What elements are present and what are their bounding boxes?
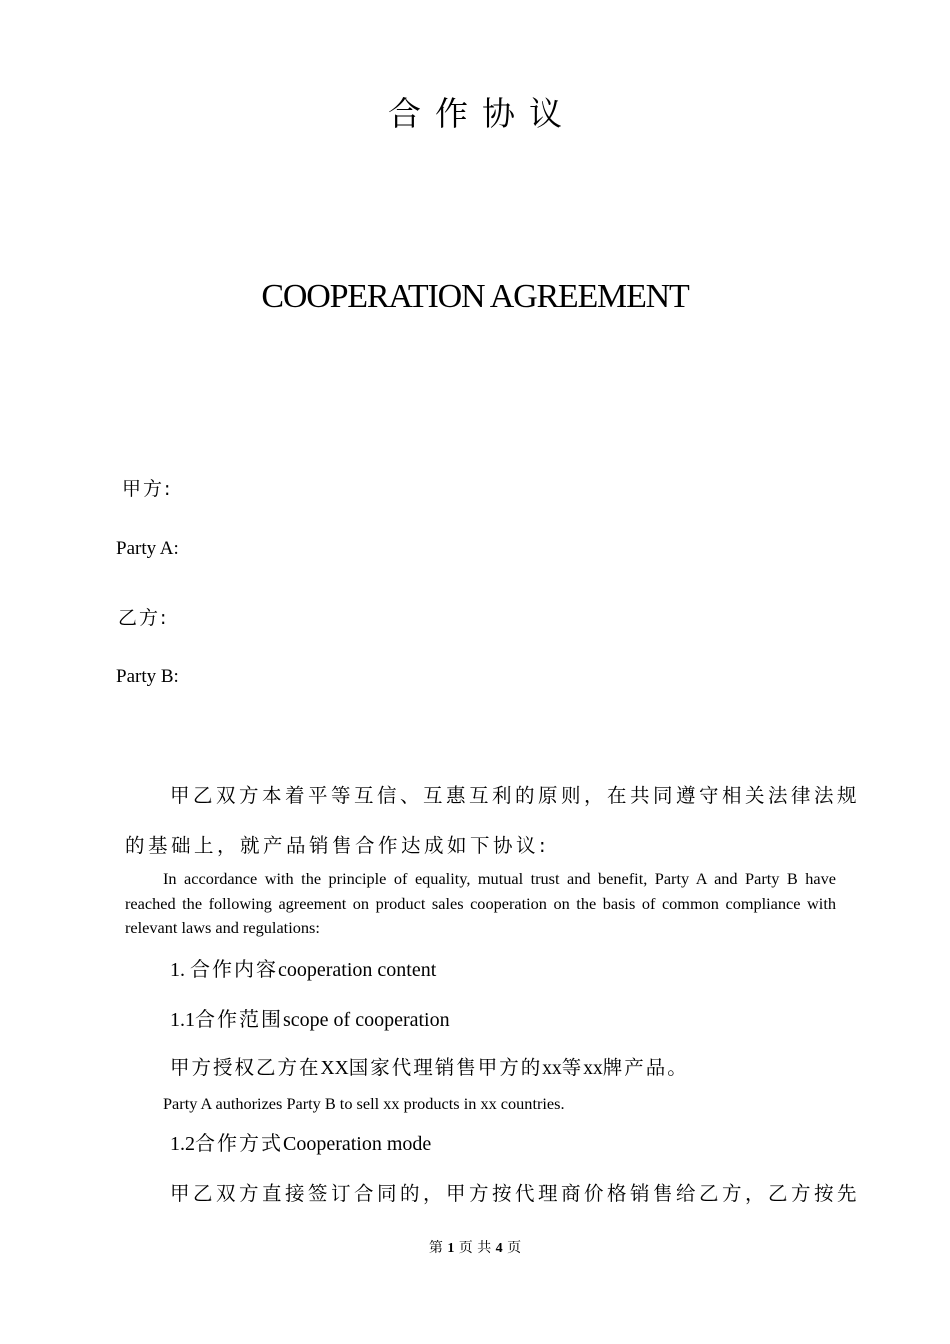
document-title-english: COOPERATION AGREEMENT [261,278,689,315]
page-footer [0,1237,950,1257]
body-text-segment: 牌产品。 [602,1056,689,1079]
footer-prefix: 第 [428,1240,443,1256]
preamble-english: In accordance with the principle of equality, mutual trust and benefit, Party A and Party B have reached the following agreement on product sales cooperation on the basis of common compliance with relevant laws and regulations: [125,869,836,937]
section-1-2-number: 1.2 [170,1133,195,1155]
section-1-1-body-english: Party A authorizes Party B to sell xx products in xx countries. [163,1094,565,1113]
section-1-title-chinese: 合作内容 [190,957,278,981]
body-text-segment: 甲方授权乙方在 [170,1056,321,1079]
footer-suffix: 页 [507,1240,522,1256]
body-text-segment: 等 [561,1056,584,1079]
section-1-1-number: 1.1 [170,1009,195,1031]
footer-middle: 页 共 [458,1240,492,1256]
section-1-title-english: cooperation content [278,959,437,981]
party-b-label-english: Party B: [116,666,179,687]
section-1-1-title-english: scope of cooperation [283,1009,450,1031]
footer-page-number: 1 [447,1241,455,1256]
section-1-2-body-chinese: 甲乙双方直接签订合同的，甲方按代理商价格销售给乙方，乙方按先 [170,1182,861,1205]
section-1-heading [170,953,436,982]
document-title-chinese: 合作协议 [388,94,576,133]
party-b-label-chinese: 乙方: [118,607,169,629]
section-1-1-body-chinese [170,1052,689,1080]
section-1-1-title-chinese: 合作范围 [195,1007,283,1031]
section-1-2-title-english: Cooperation mode [283,1133,432,1155]
footer-total-pages: 4 [495,1241,503,1256]
body-placeholder-country: XX [320,1058,349,1079]
body-placeholder-product: xx [542,1058,562,1079]
section-1-2-heading [170,1127,431,1156]
party-a-label-english: Party A: [116,538,179,559]
section-1-1-heading [170,1003,450,1032]
party-a-label-chinese: 甲方: [122,478,173,500]
preamble-chinese-line-2: 的基础上，就产品销售合作达成如下协议: [125,834,550,857]
preamble-chinese-line-1: 甲乙双方本着平等互信、互惠互利的原则，在共同遵守相关法律法规 [170,784,861,807]
section-1-2-title-chinese: 合作方式 [195,1131,283,1155]
body-placeholder-brand: xx [583,1058,603,1079]
body-text-segment: 国家代理销售甲方的 [348,1056,543,1079]
section-1-number: 1. [170,959,185,981]
